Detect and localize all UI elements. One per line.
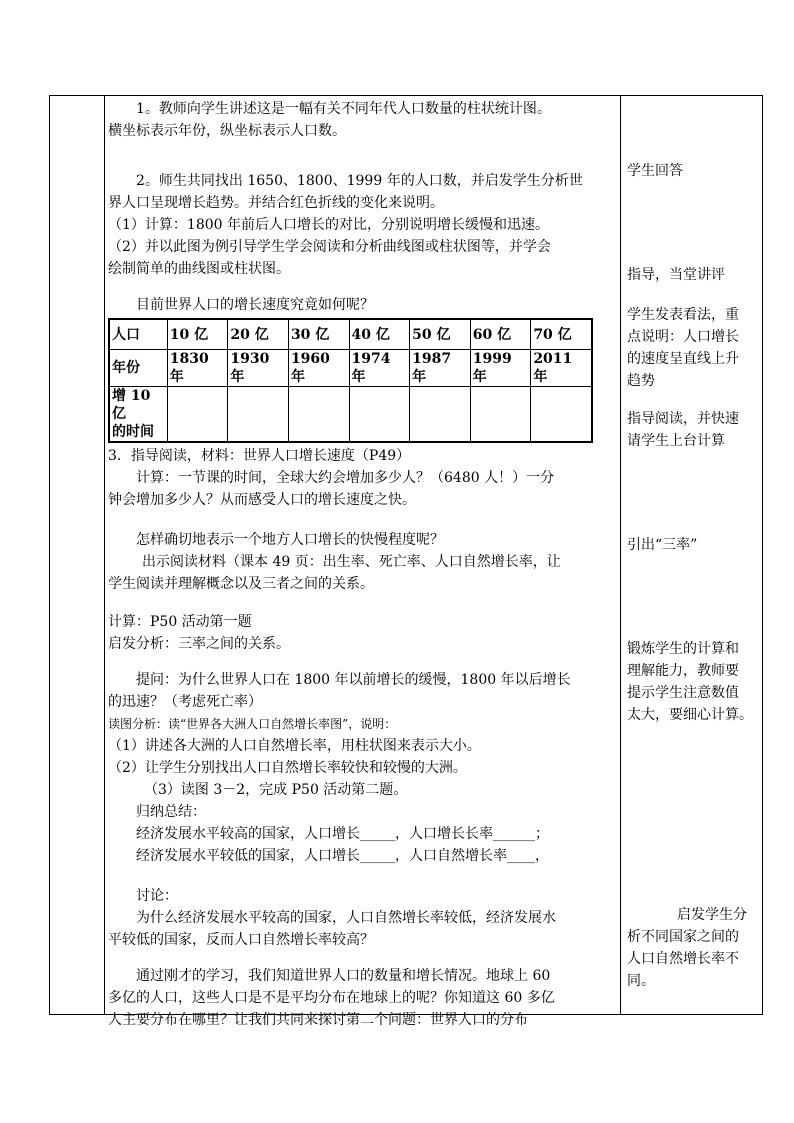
step2-text-cont: 界人口呈现增长趋势。并结合红色折线的变化来说明。 [108,195,444,211]
question-1800: 提问：为什么世界人口在 1800 年以前增长的缓慢，1800 年以后增长 [136,672,571,688]
population-cell: 20 亿 [228,319,289,350]
year-cell: 1987 年 [410,350,471,387]
question-growth-speed: 目前世界人口的增长速度究竟如何呢？ [136,297,374,313]
transition-text-end: 人主要分布在哪里？让我们共同来探讨第二个问题：世界人口的分布 [108,1012,528,1028]
year-cell: 1930 年 [228,350,289,387]
population-row [109,319,592,350]
interval-cell-empty [167,387,228,443]
note-calc-ability: 锻炼学生的计算和 理解能力，教师要 提示学生注意数值 太大，要细心计算。 [627,641,753,723]
guide-text: （2）并以此图为例引导学生学会阅读和分析曲线图或柱状图等，并学会 [108,239,551,255]
three-rates-analysis: 启发分析：三率之间的关系。 [108,636,290,652]
interval-row [109,387,592,443]
discussion-heading: 讨论： [136,888,178,904]
guide-text-cont: 绘制简单的曲线图或柱状图。 [108,261,290,277]
step3-text: 3．指导阅读，材料：世界人口增长速度（P49） [108,448,411,464]
lesson-table [49,95,763,1028]
calc-question-cont: 钟会增加多少人？从而感受人口的增长速度之快。 [108,492,416,508]
population-cell: 50 亿 [410,319,471,350]
task-1: （1）讲述各大洲的人口自然增长率，用柱状图来表示大小。 [108,738,481,754]
summary-low: 经济发展水平较低的国家，人口增长_____，人口自然增长率____， [136,848,549,864]
calc-text: （1）计算：1800 年前后人口增长的对比，分别说明增长缓慢和迅速。 [108,217,549,233]
year-cell: 1960 年 [288,350,349,387]
summary-high: 经济发展水平较高的国家，人口增长_____，人口增长长率______； [136,826,549,842]
column-divider-left [104,96,105,1014]
reading-material: 出示阅读材料（课本 49 页：出生率、死亡率、人口自然增长率，让 [142,554,561,570]
reading-material-cont: 学生阅读并理解概念以及三者之间的关系。 [108,576,374,592]
row-label-year: 年份 [109,350,167,387]
transition-text-cont: 多亿的人口，这些人口是不是平均分布在地球上的呢？你知道这 60 多亿 [108,990,555,1006]
discussion-question: 为什么经济发展水平较高的国家，人口自然增长率较低，经济发展水 [136,910,556,926]
row-label-interval: 增 10 亿 的时间 [109,387,167,443]
interval-cell-empty [349,387,410,443]
population-cell: 60 亿 [470,319,531,350]
note-three-rates: 引出“三率” [627,537,698,553]
population-cell: 40 亿 [349,319,410,350]
task-2: （2）让学生分别找出人口自然增长率较快和较慢的大洲。 [108,760,467,776]
year-row [109,350,592,387]
note-country-comparison: 启发学生分 析不同国家之间的 人口自然增长率不 同。 [627,907,747,989]
transition-text: 通过刚才的学习，我们知道世界人口的数量和增长情况。地球上 60 [136,968,551,984]
year-cell: 1999 年 [470,350,531,387]
interval-cell-empty [288,387,349,443]
note-guidance: 指导，当堂讲评 [627,267,725,283]
interval-cell-empty [470,387,531,443]
task-3: （3）读图 3－2，完成 P50 活动第二题。 [144,782,408,798]
question-1800-cont: 的迅速？（考虑死亡率） [108,694,262,710]
column-divider-right [620,96,621,1014]
interval-cell-empty [410,387,471,443]
rate-question: 怎样确切地表示一个地方人口增长的快慢程度呢？ [136,532,444,548]
year-cell: 1974 年 [349,350,410,387]
calc-question: 计算：一节课的时间，全球大约会增加多少人？（6480 人！）一分 [136,470,555,486]
map-reading: 读图分析：读“世界各大洲人口自然增长率图”，说明： [108,717,397,731]
year-cell: 1830 年 [167,350,228,387]
population-cell: 10 亿 [167,319,228,350]
interval-cell-empty [228,387,289,443]
year-cell: 2011 年 [531,350,592,387]
note-student-views: 学生发表看法，重 点说明：人口增长 的速度呈直线上升 趋势 [627,307,739,389]
discussion-question-cont: 平较低的国家，反而人口自然增长率较高？ [108,932,374,948]
calc-activity: 计算：P50 活动第一题 [108,614,252,630]
population-growth-table [108,318,593,443]
step1-text-cont: 横坐标表示年份，纵坐标表示人口数。 [108,123,346,139]
note-student-answer: 学生回答 [627,163,683,179]
summary-heading: 归纳总结： [136,804,206,820]
population-cell: 70 亿 [531,319,592,350]
note-guide-reading: 指导阅读，并快速 请学生上台计算 [627,411,739,449]
population-cell: 30 亿 [288,319,349,350]
step1-text: 1。教师向学生讲述这是一幅有关不同年代人口数量的柱状统计图。 [136,101,551,117]
step2-text: 2。师生共同找出 1650、1800、1999 年的人口数，并启发学生分析世 [136,173,583,189]
interval-cell-empty [531,387,592,443]
teaching-content-column [108,98,614,1031]
row-label-population: 人口 [109,319,167,350]
